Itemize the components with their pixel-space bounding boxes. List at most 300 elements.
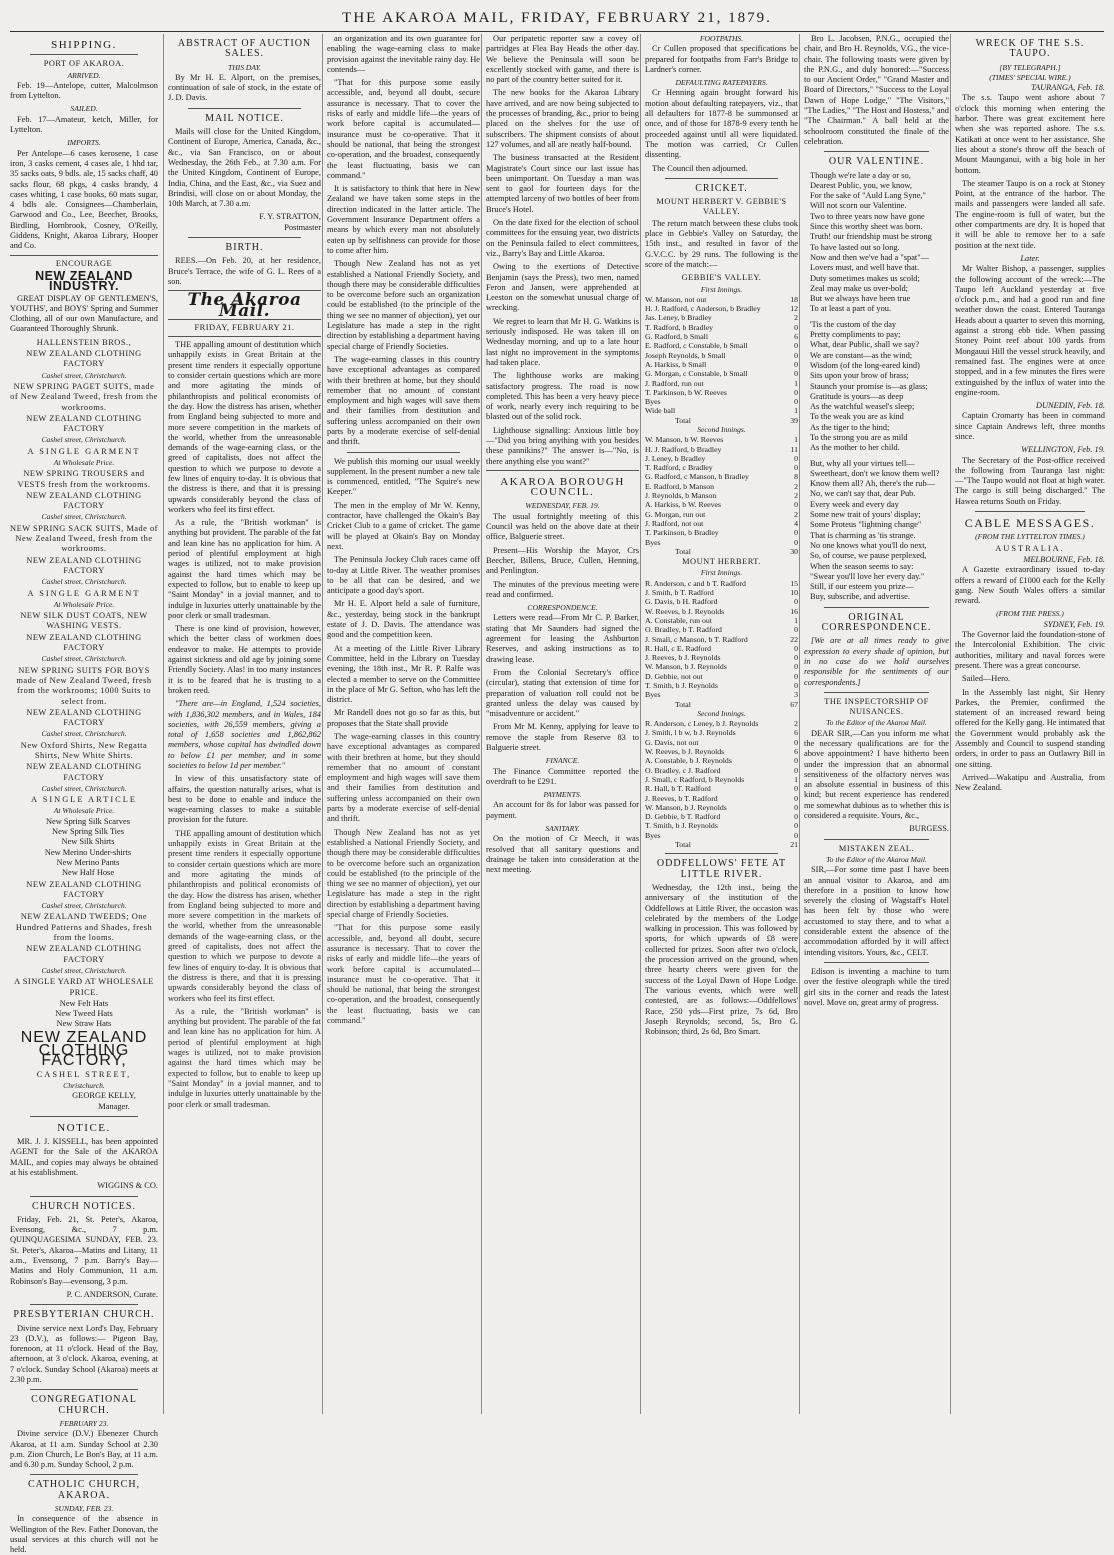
catholic-heading: CATHOLIC CHURCH, AKAROA.	[27, 1479, 141, 1501]
ratepayers-text: The Council then adjourned.	[652, 163, 748, 173]
poem-line: But we always have been true	[810, 294, 911, 304]
single-yard-ad: A SINGLE YARD AT WHOLESALE PRICE.	[14, 977, 154, 997]
innings-heading: First Innings.	[700, 568, 743, 578]
runs: 0	[794, 784, 798, 794]
runs: 0	[794, 453, 798, 463]
batsman: W. Manson, b J. Reynolds	[645, 662, 727, 672]
payments-heading: PAYMENTS.	[543, 790, 582, 800]
sanitary-heading: SANITARY.	[545, 824, 580, 834]
notice-signature: WIGGINS & CO.	[97, 1181, 158, 1191]
poem-line: Zeal may make us over-bold;	[810, 283, 908, 293]
batsman: T. Smith, b J. Reynolds	[645, 681, 718, 690]
batsman: O. Bradley, c J. Radford	[645, 765, 721, 775]
poem-line: To the strong you are as mild	[810, 432, 908, 442]
runs: 4	[794, 518, 798, 528]
leader-quote: "There are—in England, 1,524 societies, with 1,836,302 members, and in Wales, 184 societies, with 26,559 members, giving a total of 1,658 societies and 1,862,862 members, whose capital has dwindled down to below £1 per member, and in some societies to below 1d per member."	[168, 699, 321, 770]
council-heading: AKAROA BOROUGH COUNCIL.	[500, 475, 625, 499]
batsman: J. Smith, b T. Radford	[645, 588, 714, 598]
poem-line: So, of course, we pause perplexed,	[810, 551, 927, 561]
council-paragraph: Present—His Worship the Mayor, Crs Beecher, Billens, Bruce, Cullen, Henning, and Penlington.	[486, 545, 639, 576]
scorecard-row	[645, 379, 798, 388]
presbyterian-heading: PRESBYTERIAN CHURCH.	[13, 1309, 155, 1321]
scorecard-row	[645, 454, 798, 463]
correspondence-paragraph: From Mr M. Kenny, applying for leave to remove the staple from Reserve 83 to Balguerie street.	[486, 722, 639, 752]
runs: 11	[790, 444, 798, 454]
scorecard-row	[645, 831, 798, 840]
batsman: A. Constable, b J. Reynolds	[645, 756, 732, 766]
poem-line: We are constant—as the wind;	[810, 350, 913, 360]
by-telegraph: [BY TELEGRAPH.]	[999, 62, 1061, 72]
factory-address: Cashel street, Christchurch.	[41, 654, 127, 664]
correspondence-heading: CORRESPONDENCE.	[527, 603, 598, 613]
poem-line: Though we're late a day or so,	[810, 170, 911, 180]
runs: 0	[794, 681, 798, 690]
runs: 1	[794, 615, 798, 625]
runs: 0	[794, 830, 798, 840]
batsman: W. Manson, not out	[645, 294, 707, 304]
scorecard-row	[645, 821, 798, 830]
poem-line: Now and then we've had a "spat"—	[810, 252, 930, 262]
notice-text: MR. J. J. KISSELL, has been appointed AGENT for the Sale of the AKAROA MAIL, and copies may always be obtained at his establishment.	[10, 1137, 158, 1177]
news-paragraph: "That for this purpose some easily accessible, and, beyond all doubt, secure assurance is necessary. That to cover the risks of early and middle life—the years of work before capital is accumulated—insurance must be co-operative. That it should be national, that being the strongest co-operation, and the broadest, consequently the least fluctuating, basis we can command."	[327, 923, 480, 1026]
total-label: Total	[675, 546, 691, 556]
scorecard-row	[645, 341, 798, 350]
scorecard-row	[645, 690, 798, 699]
divider	[30, 1196, 138, 1197]
news-paragraph: The men in the employ of Mr W. Kenny, contractor, have challenged the Okain's Bay Cricket Club to a game of cricket. The game will be played at Okain's Bay on Monday next.	[327, 500, 480, 551]
scorecard-row	[645, 635, 798, 644]
runs: 0	[794, 802, 798, 812]
correspondence-paragraph: Letters were read—From Mr C. P. Barker, stating that Mr Saunders had signed the agreement for leasing the Ashburton Reserves, and asking instructions as to drawing lease.	[486, 613, 639, 664]
runs: 2	[794, 719, 798, 729]
innings-heading: Second Innings.	[697, 424, 746, 434]
news-paragraph: Mr Randell does not go so far as this, but proposes that the State shall provide	[327, 708, 480, 728]
factory-name: NEW ZEALAND CLOTHING FACTORY	[26, 879, 142, 899]
ad-item: NEW SPRING SUITS FOR BOYS made of New Zealand Tweed, fresh from the workrooms; 1000 Suits to select from.	[16, 665, 152, 706]
leader-paragraph: There is one kind of provision, however, which the better class of workmen does endeavor to make. He attempts to provide against sickness and old age by joining some Friendly Society. Alas! in too many instances it is to be feared that he is trusting to a broken reed.	[168, 624, 321, 695]
zeal-letter: SIR,—For some time past I have been an annual visitor to Akaroa, and am therefore in a position to know how severely the closing of Wagstaff's Hotel has been felt by those who were accustomed to stay there, and to what a considerable extent the absence of the accommodation afforded by it will affect intending visitors. Yours, &c., CELT.	[804, 865, 949, 957]
batsman: O. Bradley, b T. Radford	[645, 625, 722, 635]
total-label: Total	[675, 415, 691, 425]
poem-line: As the mother to her child.	[810, 443, 900, 453]
scorecard-row	[645, 510, 798, 519]
poem-line: Since this worthy sheet was born.	[810, 222, 923, 232]
ad-item: NEW SPRING SACK SUITS, Made of New Zealand Tweed, fresh from the workrooms.	[10, 523, 158, 554]
runs: 0	[794, 387, 798, 397]
wreck-paragraph: The steamer Taupo is on a rock at Stoney Point, at the entrance of the harbor. The mails and passengers were landed all safe. The engine-room is full of water, but the other compartments are dry. It is hoped that it will be able to remove her to a safe position at the next tide.	[955, 178, 1105, 250]
mail-role: Postmaster	[284, 222, 321, 232]
batsman: T. Parkinson, b Bradley	[645, 528, 719, 538]
news-paragraph: Our peripatetic reporter saw a covey of partridges at Flea Bay Heads the other day. We believe the Peninsula will soon be excellently stocked with game, and there is no part of the country better suited for it.	[486, 34, 639, 85]
runs: 0	[794, 662, 798, 672]
abstract-heading: ABSTRACT OF AUCTION SALES.	[177, 38, 312, 60]
runs: 18	[790, 294, 798, 304]
payments-text: An account for 8s for labor was passed for payment.	[486, 800, 639, 820]
scorecard-row	[645, 662, 798, 671]
divider	[486, 470, 639, 471]
cashel-street: CASHEL STREET,	[36, 1069, 132, 1079]
leader-paragraph: In view of this unsatisfactory state of affairs, the question naturally arises, what is best to be done to enable and induce the wage-earning classes to make a suitable provision for the future.	[168, 774, 321, 825]
scorecard-row	[645, 472, 798, 481]
poem-line: Sits upon your brow of brass;	[810, 371, 909, 381]
runs: 16	[790, 606, 798, 616]
finance-text: The Finance Committee reported the overdraft to be £291.	[486, 766, 639, 786]
oddfellows-continued: Bro L. Jacobsen, P.N.G., occupied the chair, and Bro H. Reynolds, V.G., the vice-chair. The following toasts were given by the P.N.G., and duly honored:—"Success to our Ancient Order," "Grand Master and Board of Directors," "Success to the Loyal Dawn of Hope Lodge," "The Visitors," "The Ladies," "The Host and Hostess," and "The Chairman." A ball held at the schoolroom constituted the finale of the celebration.	[804, 34, 949, 146]
tweeds-ad: NEW ZEALAND TWEEDS; One Hundred Patterns and Shades, fresh from the looms.	[15, 912, 153, 943]
runs: 0	[794, 528, 798, 538]
scorecard-row	[645, 313, 798, 322]
scorecard-row	[645, 369, 798, 378]
batsman: R. Hall, c E. Radford	[645, 643, 712, 653]
poem-line: Staunch your promise is—as glass;	[810, 381, 928, 391]
cricket-heading: CRICKET.	[695, 182, 748, 194]
batsman: J. Smith, l b w, b J. Reynolds	[645, 728, 736, 738]
divider	[824, 962, 929, 963]
times-wire: (TIMES' SPECIAL WIRE.)	[989, 72, 1071, 82]
column-2	[163, 34, 325, 1414]
dateline: MELBOURNE, Feb. 18.	[1023, 554, 1105, 564]
manager-name: GEORGE KELLY,	[72, 1091, 136, 1101]
runs: 0	[794, 350, 798, 360]
divider	[665, 178, 778, 179]
original-correspondence-heading: ORIGINAL CORRESPONDENCE.	[821, 611, 932, 634]
article-paragraph: The wage-earning classes in this country have exceptional advantages as compared with their brethren at home, but they should remember that no amount of constant employment and high wages will save them and their families from destitution and suffering unless accompanied on their own parts by a moderate exercise of self-denial and thrift.	[327, 354, 480, 447]
dateline: FRIDAY, FEBRUARY 21.	[194, 322, 295, 332]
divider	[824, 607, 929, 608]
wreck-paragraph: The s.s. Taupo went ashore about 7 o'clock this morning when entering the harbor. There was great excitement here when she was reported ashore. The s.s. Katikati at once went to her assistance. She lies about a stone's throw off the beach of Mount Maunganui, with a big hole in her bottom.	[955, 93, 1105, 175]
scorecard-row	[645, 747, 798, 756]
ratepayers-text: Cr Henning again brought forward his motion about defaulting ratepayers, viz., that all defaulters for 1877-8 be summonsed at once, and of those for 1878-9 every tenth be proceeded against until all were liquidated. The motion was carried, Cr Cullen dissenting.	[645, 88, 798, 160]
divider	[30, 1116, 138, 1117]
batsman: D. Gebbie, not out	[645, 671, 703, 681]
scorecard-row	[645, 323, 798, 332]
council-paragraph: The usual fortnightly meeting of this Council was held on the above date at their office, Balguerie street.	[486, 511, 639, 542]
total-value: 39	[790, 415, 798, 425]
column-1	[10, 34, 162, 1555]
runs: 0	[794, 369, 798, 379]
scorecard-total	[645, 547, 798, 556]
abstract-text: By Mr H. E. Alport, on the premises, continuation of sale of stock, in the estate of J. D. Davis.	[168, 72, 321, 103]
list-item: New Spring Silk Ties	[52, 827, 124, 837]
ad-item-sub: At Wholesale Price.	[53, 806, 115, 816]
team-heading: MOUNT HERBERT.	[682, 557, 761, 567]
poem-line: To have lasted out so long.	[810, 242, 900, 252]
runs: 0	[794, 625, 798, 635]
poem-line: Buy, subscribe, and advertise.	[810, 592, 910, 602]
scorecard-total	[645, 840, 798, 849]
leader-paragraph: THE appalling amount of destitution which unhappily exists in Great Britain at the present time renders it especially opportune to consider certain questions which are more and more agitating the minds of philanthropists and political economists of the day. How the distress has arisen, whether from England being subjected to more and more severe competition in the markets of the world, whether from the unreasonable demands of the wage-earning class, or the greed of capitalists, does not affect the question to which we purpose to devote a few lines of enquiry to-day. It is obvious that the distress is there, and that it is pressing upwards considerably beyond the class of workers who feel its first effect.	[168, 340, 321, 514]
leader-paragraph: As a rule, the "British workman" is anything but provident. The parable of the fat and lean kine has no application for him. A period of plentiful employment at high wages is utilized, not to make provision against the hard times which may be expected to follow, but to enable to keep up "Saint Monday" in a jovial manner, and to indulge in luxuries utterly unattainable by the poor clerk or small tradesman.	[168, 518, 321, 620]
batsman: W. Reeves, b J. Reynolds	[645, 747, 725, 757]
ad-item: NEW SPRING TROUSERS and VESTS fresh from the workrooms.	[17, 469, 151, 489]
nameplate: The Akaroa Mail.	[187, 290, 302, 321]
scorecard-total	[645, 700, 798, 709]
article-paragraph: Though New Zealand has not as yet established a National Friendly Society, and though there may be considerable difficulties to be overcome before such an organization could be established (to the principle of the thing we see no manner of objection), yet our Legislature has made a step in the right direction by establishing a department having special charge of Friendly Societies.	[327, 259, 480, 351]
poem-line: Wisdom (of the long-eared kind)	[810, 360, 920, 370]
total-label: Total	[675, 699, 691, 709]
scorecard-row	[645, 295, 798, 304]
wreck-paragraph: Captain Cromarty has been in command since Captain Andrews left, three months since.	[955, 411, 1105, 441]
column-4	[481, 34, 643, 1414]
column-3	[322, 34, 484, 1414]
scorecard-row	[645, 519, 798, 528]
list-item: New Straw Hats	[56, 1019, 112, 1029]
news-paragraph: We publish this morning our usual weekly supplement. In the present number a new tale is commenced, entitled, "The Squire's new Keeper."	[327, 456, 480, 497]
batsman: T. Parkinson, b W. Reeves	[645, 387, 727, 397]
cable-paragraph: Sailed—Hero.	[962, 674, 1011, 684]
oddfellows-heading: ODDFELLOWS' FETE AT LITTLE RIVER.	[656, 858, 787, 880]
footpaths-heading: FOOTPATHS.	[699, 34, 744, 43]
cable-paragraph: In the Assembly last night, Sir Henry Parkes, the Premier, confirmed the statement of an increased reward being offered for the Kelly gang. He intimated that the Government would probably ask the Assembly and Council to suspend standing orders, in order to pass an Outlawry Bill in one sitting.	[955, 687, 1105, 769]
poem-line: "Swear you'll love her every day."	[810, 571, 925, 581]
nz-big-heading: NEW ZEALAND	[20, 1028, 148, 1046]
runs: 6	[794, 728, 798, 738]
article-paragraph: "That for this purpose some easily accessible, and, beyond all doubt, secure assurance is necessary. That to cover the risks of early and middle life—the years of work before capital is accumulated—insurance must be co-operative. That it should be national, that being the strongest co-operation, and the broadest, consequently the least fluctuating, basis we can command."	[327, 78, 480, 180]
scorecard-row	[645, 491, 798, 500]
runs: 2	[794, 491, 798, 501]
runs: 0	[794, 737, 798, 747]
imports-heading: IMPORTS.	[67, 138, 101, 148]
scorecard-row	[645, 538, 798, 547]
batsman: J. Reynolds, b Manson	[645, 491, 717, 501]
nz-industry-heading: NEW ZEALAND INDUSTRY.	[35, 268, 133, 294]
list-item: New Silk Shirts	[61, 837, 115, 847]
scorecard-row	[645, 803, 798, 812]
poem-line: Duty sometimes makes us scold;	[810, 273, 920, 283]
divider	[188, 237, 301, 238]
scorecard-row	[645, 304, 798, 313]
later-label: Later.	[1020, 253, 1040, 263]
factory-address: Cashel street, Christchurch.	[41, 577, 127, 587]
port-heading: PORT OF AKAROA.	[43, 59, 125, 69]
factory-address: Cashel street, Christchurch.	[41, 512, 127, 522]
ad-intro: GREAT DISPLAY OF GENTLEMEN'S, YOUTHS', and BOYS' Spring and Summer Clothing, all of our own Manufacture, and Guaranteed Thoroughly Shrunk.	[10, 293, 158, 334]
runs: 6	[794, 747, 798, 757]
runs: 0	[794, 653, 798, 663]
batsman: J. Radford, not out	[645, 518, 704, 528]
scorecard-row	[645, 445, 798, 454]
batsman: Byes	[645, 537, 661, 547]
scorecard-row	[645, 784, 798, 793]
runs: 2	[794, 481, 798, 491]
runs: 1	[794, 378, 798, 388]
arrived-text: Feb. 19—Antelope, cutter, Malcolmson from Lyttelton.	[10, 80, 158, 101]
this-day: THIS DAY.	[227, 62, 262, 72]
scorecard	[645, 719, 798, 840]
inspectorship-letter: DEAR SIR,—Can you inform me what the necessary qualifications are for the above appointment? I have hitherto been under the impression that an abnormal sensitiveness of the olfactory nerves was an absolute essential in business of this kind; but recent experience has rendered me somewhat dubious as to whether this is considered a requisite. Yours, &c.,	[804, 728, 949, 821]
scorecard-row	[645, 616, 798, 625]
list-item: New Spring Silk Scarves	[46, 816, 130, 826]
runs: 0	[794, 537, 798, 547]
congregational-text: Divine service (D.V.) Ebenezer Church Akaroa, at 11 a.m. Sunday School at 2.30 p.m. Zion Church, Le Bon's Bay, at 11 a.m. and 6.30 p.m. Sunday School, 2 p.m.	[10, 1429, 158, 1470]
dateline: SYDNEY, Feb. 19.	[1043, 619, 1105, 629]
list-item: New Merino Pants	[56, 857, 120, 867]
factory-address: Cashel street, Christchurch.	[41, 783, 127, 793]
poem-line: Know them all? Ah, there's the rub—	[810, 479, 936, 489]
council-date: WEDNESDAY, FEB. 19.	[525, 501, 600, 511]
batsman: G. Davis, b H. Radford	[645, 597, 718, 607]
scorecard-row	[645, 728, 798, 737]
sailed-text: Feb. 17—Amateur, ketch, Miller, for Lyttelton.	[10, 114, 158, 135]
edison-paragraph: Edison is inventing a machine to turn over the festive oleograph while the tired girl sits in the corner and reads the latest novel. Move on, great army of progress.	[804, 966, 949, 1007]
runs: 0	[794, 359, 798, 369]
poem-line: Two to three years now have gone	[810, 211, 925, 221]
divider	[30, 1389, 138, 1390]
poem-line: As the watchful weasel's sleep;	[810, 402, 915, 412]
factory-name: NEW ZEALAND CLOTHING FACTORY	[26, 555, 142, 575]
poem-line: Every week and every day	[810, 499, 899, 509]
factory-address: Cashel street, Christchurch.	[41, 729, 127, 739]
runs: 8	[794, 472, 798, 482]
poem-line: Sweetheart, don't we know them well?	[810, 468, 940, 478]
scorecard-row	[645, 435, 798, 444]
ad-item: A SINGLE GARMENT	[27, 588, 141, 598]
batsman: T. Radford, b Bradley	[645, 322, 714, 332]
dateline: DUNEDIN, Feb. 18.	[1035, 401, 1105, 411]
divider	[30, 54, 138, 55]
scorecard-row	[645, 360, 798, 369]
batsman: J. Radford, run out	[645, 378, 704, 388]
news-paragraph: The wage-earning classes in this country have exceptional advantages as compared with their brethren at home, but they should remember that no amount of constant employment and high wages will save them and their families from destitution and suffering unless accompanied on their own parts by a moderate exercise of self-denial and thrift.	[327, 732, 480, 824]
poem-line: 'Tis the custom of the day	[810, 319, 897, 329]
total-value: 21	[790, 840, 798, 850]
poem-line: To the weak you are as kind	[810, 412, 904, 422]
runs: 6	[794, 332, 798, 342]
batsman: R. Anderson, c Leney, b J. Reynolds	[645, 719, 759, 729]
batsman: J. Small, c Radford, b Reynolds	[645, 774, 745, 784]
poem-line: Gratitude is yours—as deep	[810, 391, 904, 401]
congregational-date: FEBRUARY 23.	[59, 1418, 109, 1428]
valentine-heading: OUR VALENTINE.	[828, 156, 925, 168]
runs: 0	[794, 812, 798, 822]
christchurch: Christchurch.	[63, 1080, 105, 1090]
scorecard-row	[645, 579, 798, 588]
ad-item: NEW SILK DUST COATS, NEW WASHING VESTS.	[20, 611, 148, 631]
runs: 0	[794, 671, 798, 681]
scorecard-row	[645, 597, 798, 606]
wreck-paragraph: Mr Walter Bishop, a passenger, supplies the following account of the wreck:—The Taupo left Auckland yesterday at five o'clock p.m., and had a good run and fine weather down the coast. Entered Tauranga Heads about a quarter to seven this morning, against a strong ebb tide. When passing Stoney Point reef about 100 yards from Mongauui Hill the vessel struck heavily, and remained fast. The engines were at once stopped, and in a few minutes the fires were extinguished by the influx of water into the engine-room.	[955, 264, 1105, 397]
poem-line: Truth! our friendship must be strong	[810, 232, 932, 242]
batsman: J. Small, c Manson, b T. Radford	[645, 634, 748, 644]
finance-heading: FINANCE.	[545, 756, 580, 766]
list-item: New Felt Hats	[59, 998, 109, 1008]
factory-address: Cashel street, Christchurch.	[41, 435, 127, 445]
factory-name: NEW ZEALAND CLOTHING FACTORY	[26, 413, 142, 434]
cable-paragraph: The Governor laid the foundation-stone of the Intercolonial Exhibition. The civic authorities, military and naval forces were present. There was a great concourse.	[955, 630, 1105, 670]
batsman: R. Anderson, c and b T. Radford	[645, 578, 746, 588]
scorecard-row	[645, 775, 798, 784]
batsman: Byes	[645, 690, 661, 700]
runs: 0	[794, 643, 798, 653]
poem-line: Some new trait of yours' display;	[810, 510, 921, 520]
ad-item: New Oxford Shirts, New Regatta Shirts, New White Shirts.	[20, 740, 148, 760]
batsman: Byes	[645, 830, 661, 840]
batsman: E. Radford, c Constable, b Small	[645, 341, 748, 351]
news-paragraph: Though New Zealand has not as yet established a National Friendly Society, and though there may be considerable difficulties to be overcome before such an organization could be established (to the principle of the thing we see no manner of objection), yet our Legislature has made a step in the right direction by establishing a department having special charge of Friendly Societies.	[327, 827, 480, 920]
mail-notice-heading: MAIL NOTICE.	[205, 112, 284, 124]
batsman: A. Harkiss, b W. Reeves	[645, 500, 722, 510]
news-paragraph: The new books for the Akaroa Library have arrived, and are now being subjected to the processes of branding, &c., prior to being placed on the shelves for the use of subscribers. The shipment consists of about 127 volumes, and all are neatly half-bound.	[486, 88, 639, 149]
scorecard-row	[645, 500, 798, 509]
runs: 10	[790, 588, 798, 598]
runs: 0	[794, 322, 798, 332]
divider	[188, 108, 301, 109]
dateline: WELLINGTON, Feb. 19.	[1021, 445, 1105, 455]
batsman: A. Constable, run out	[645, 615, 712, 625]
batsman: Joseph Reynolds, b Small	[645, 350, 726, 360]
batsman: Jas. Leney, b Bradley	[645, 313, 712, 323]
factory-name: NEW ZEALAND CLOTHING FACTORY	[26, 349, 142, 369]
factory-address: Cashel street, Christchurch.	[41, 965, 127, 975]
leader-paragraph: As a rule, the "British workman" is anything but provident. The parable of the fat and lean kine has no application for him. A period of plentiful employment at high wages is utilized, not to make provision against the hard times which may be expected to follow, but to enable to keep up "Saint Monday" in a jovial manner, and to indulge in luxuries utterly unattainable by the poor clerk or small tradesman.	[168, 1006, 321, 1109]
silk-list	[10, 817, 158, 879]
batsman: Wide ball	[645, 406, 676, 416]
poem-line: When the season seems to say:	[810, 561, 914, 571]
wreck-paragraph: The Secretary of the Post-office received the following from Tauranga last night:—"The Taupo would not float at high water. The cargo is still being discharged." The Hawea returns South on Friday.	[955, 455, 1105, 506]
runs: 2	[794, 509, 798, 519]
divider	[30, 1304, 138, 1305]
column-6	[799, 34, 953, 1414]
scorecard-row	[645, 588, 798, 597]
batsman: W. Manson, b J. Reynolds	[645, 802, 727, 812]
birth-heading: BIRTH.	[225, 242, 264, 254]
letter-signature: BURGESS.	[909, 824, 949, 834]
cable-paragraph: A Gazette extraordinary issued to-day offers a reward of £1000 each for the Kelly gang. New South Wales offers a similar reward.	[955, 565, 1105, 606]
news-paragraph: On the date fixed for the election of school committees for the ensuing year, two districts on the Peninsula failed to elect committees, viz., Barry's Bay and Little Akaroa.	[486, 218, 639, 258]
wreck-heading: WRECK OF THE S.S. TAUPO.	[975, 38, 1085, 60]
mail-signature: F. Y. STRATTON,	[259, 212, 321, 222]
factory-name: NEW ZEALAND CLOTHING FACTORY	[26, 490, 142, 511]
scorecard-total	[645, 416, 798, 425]
scorecard-row	[645, 625, 798, 634]
ratepayers-heading: DEFAULTING RATEPAYERS.	[675, 78, 768, 88]
runs: 0	[794, 793, 798, 803]
arrived-heading: ARRIVED.	[67, 70, 101, 80]
news-paragraph: The lighthouse works are making satisfactory progress. The road is now completed. This has been a very heavy piece of work, nearly every inch requiring to be blasted out of the solid rock.	[486, 371, 639, 422]
original-correspondence-note: [We are at all times ready to give expression to every shade of opinion, but in no case do we hold ourselves responsible for the sentiments of our correspondents.]	[804, 636, 949, 687]
runs: 22	[790, 634, 798, 644]
notice-heading: NOTICE.	[57, 1121, 111, 1134]
poem-line: As the tiger to the hind;	[810, 422, 890, 432]
manager-title: Manager.	[98, 1101, 130, 1111]
batsman: R. Hall, b T. Radford	[645, 784, 711, 794]
runs: 2	[794, 313, 798, 323]
scorecard-row	[645, 672, 798, 681]
page-masthead: THE AKAROA MAIL, FRIDAY, FEBRUARY 21, 1879.	[10, 6, 1104, 32]
runs: 12	[790, 304, 798, 314]
runs: 0	[794, 821, 798, 831]
factory-name: NEW ZEALAND CLOTHING FACTORY	[26, 707, 142, 728]
church-text: Friday, Feb. 21, St. Peter's, Akaroa, Evensong, &c., 7 p.m. QUINQUAGESIMA SUNDAY, FEB. 23. St. Peter's, Akaroa—Matins and Litany, 11 a.m., Evensong, 7 p.m. Barry's Bay—Matins and Holy Communion, 11 a.m. Robinson's Bay—evensong, 3 p.m.	[10, 1214, 158, 1286]
scorecard-row	[645, 719, 798, 728]
poem-line: For the sake of "Auld Lang Syne,"	[810, 191, 926, 201]
batsman: G. Morgan, c Constable, b Small	[645, 369, 748, 379]
article-paragraph: an organization and its own guarantee for enabling the wage-earning class to make provision against the inevitable rainy day. He contends—	[327, 34, 480, 74]
valentine-poem	[804, 171, 949, 603]
clothing-factory-heading: CLOTHING FACTORY,	[38, 1042, 130, 1070]
runs: 0	[794, 765, 798, 775]
total-value: 30	[790, 546, 798, 556]
inspectorship-heading: THE INSPECTORSHIP OF NUISANCES.	[824, 696, 929, 717]
divider	[975, 511, 1085, 512]
catholic-text: In consequence of the absence in Wellington of the Rev. Father Donovan, the usual services at this church will not be held.	[10, 1514, 158, 1555]
church-heading: CHURCH NOTICES.	[32, 1200, 136, 1212]
poem-line: That is charming as 'tis strange.	[810, 530, 916, 540]
runs: 1	[794, 406, 798, 416]
correspondence-paragraph: From the Colonial Secretary's office (circular), stating that extension of time for preparation of valuation roll could not be granted unless the delay was caused by "misadventure or accident."	[486, 667, 639, 719]
cable-heading: CABLE MESSAGES.	[964, 516, 1096, 531]
news-paragraph: We regret to learn that Mr H. G. Watkins is seriously indisposed. He was taken ill on Wednesday morning, and up to a late hour last night no improvement in the symptoms had taken place.	[486, 316, 639, 367]
